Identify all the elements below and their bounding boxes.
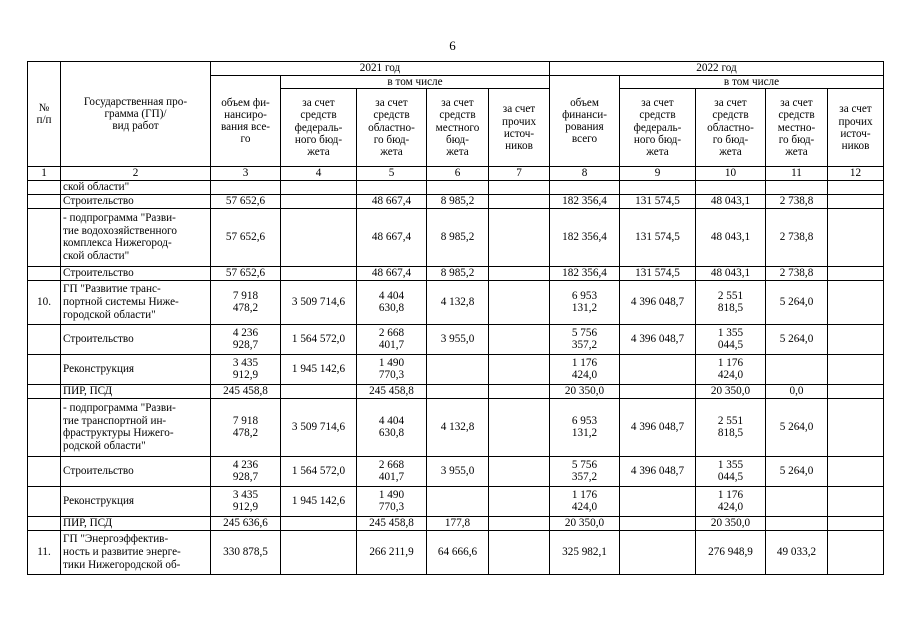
cell-regional-2021: 48 667,4 [357,266,427,280]
column-number: 8 [550,167,620,181]
cell-federal-2022 [620,486,696,516]
header-regional-2022: за счет средств областно- го бюд- жета [696,89,766,167]
cell-other-2022 [828,266,884,280]
cell-volume-2021: 330 878,5 [211,530,281,574]
cell-local-2021: 4 132,8 [427,398,489,456]
cell-federal-2022: 4 396 048,7 [620,398,696,456]
cell-volume-2021: 4 236 928,7 [211,456,281,486]
row-number [28,180,61,194]
header-year-2022: 2022 год [550,62,884,76]
cell-volume-2021: 3 435 912,9 [211,354,281,384]
header-regional-2021: за счет средств областно- го бюд- жета [357,89,427,167]
cell-regional-2021: 48 667,4 [357,208,427,266]
row-number [28,354,61,384]
cell-regional-2022: 48 043,1 [696,208,766,266]
cell-federal-2022: 4 396 048,7 [620,456,696,486]
cell-regional-2022: 48 043,1 [696,194,766,208]
cell-local-2021: 8 985,2 [427,266,489,280]
cell-volume-2021: 57 652,6 [211,208,281,266]
cell-volume-2021 [211,180,281,194]
cell-regional-2022: 1 355 044,5 [696,456,766,486]
cell-federal-2021 [281,516,357,530]
cell-other-2021 [489,354,550,384]
cell-regional-2022: 48 043,1 [696,266,766,280]
table-row [28,180,884,194]
header-other-2022: за счет прочих источ- ников [828,89,884,167]
column-number: 3 [211,167,281,181]
table-body [28,180,884,574]
table-row [28,398,884,456]
cell-other-2021 [489,324,550,354]
header-including-2022: в том числе [620,76,884,89]
cell-volume-2021: 7 918 478,2 [211,398,281,456]
cell-federal-2021: 1 564 572,0 [281,324,357,354]
cell-volume-2021: 3 435 912,9 [211,486,281,516]
row-name: Реконструкция [61,354,211,384]
cell-regional-2021 [357,180,427,194]
cell-local-2022: 5 264,0 [766,398,828,456]
cell-volume-2022: 20 350,0 [550,516,620,530]
row-number [28,384,61,398]
column-number: 9 [620,167,696,181]
cell-federal-2021: 3 509 714,6 [281,398,357,456]
cell-regional-2022: 1 355 044,5 [696,324,766,354]
cell-local-2021 [427,354,489,384]
row-name: Строительство [61,324,211,354]
column-number: 11 [766,167,828,181]
cell-volume-2021: 245 636,6 [211,516,281,530]
table-row [28,280,884,324]
column-number: 1 [28,167,61,181]
table-row [28,208,884,266]
cell-other-2022 [828,354,884,384]
table-row [28,516,884,530]
cell-local-2021: 8 985,2 [427,208,489,266]
cell-federal-2022: 131 574,5 [620,266,696,280]
header-federal-2021: за счет средств федераль- ного бюд- жета [281,89,357,167]
header-local-2022: за счет средств местно- го бюд- жета [766,89,828,167]
row-name: ГП "Развитие транс- портной системы Ниже- городской области" [61,280,211,324]
cell-regional-2022: 20 350,0 [696,516,766,530]
header-num: № п/п [28,62,61,167]
cell-other-2021 [489,266,550,280]
column-number: 10 [696,167,766,181]
cell-federal-2021 [281,384,357,398]
cell-other-2022 [828,456,884,486]
cell-regional-2021: 48 667,4 [357,194,427,208]
row-name: - подпрограмма "Разви- тие транспортной ин- фраструктуры Нижего- родской области" [61,398,211,456]
cell-federal-2022 [620,516,696,530]
row-number [28,266,61,280]
cell-local-2022: 0,0 [766,384,828,398]
column-number-row [28,167,884,181]
cell-volume-2022: 182 356,4 [550,208,620,266]
cell-volume-2022: 182 356,4 [550,194,620,208]
row-number [28,456,61,486]
cell-volume-2021: 57 652,6 [211,194,281,208]
cell-local-2022: 2 738,8 [766,266,828,280]
cell-regional-2021: 245 458,8 [357,384,427,398]
row-name: ПИР, ПСД [61,384,211,398]
cell-other-2022 [828,530,884,574]
column-number: 2 [61,167,211,181]
cell-federal-2021: 3 509 714,6 [281,280,357,324]
cell-other-2021 [489,456,550,486]
cell-volume-2022: 5 756 357,2 [550,324,620,354]
cell-other-2021 [489,194,550,208]
cell-volume-2021: 57 652,6 [211,266,281,280]
cell-regional-2021: 1 490 770,3 [357,486,427,516]
table-row [28,354,884,384]
cell-other-2022 [828,486,884,516]
cell-other-2021 [489,384,550,398]
cell-local-2021: 3 955,0 [427,456,489,486]
row-name: ПИР, ПСД [61,516,211,530]
cell-federal-2022 [620,384,696,398]
cell-regional-2021: 2 668 401,7 [357,456,427,486]
cell-local-2022 [766,486,828,516]
cell-other-2022 [828,324,884,354]
cell-federal-2021 [281,530,357,574]
row-number [28,398,61,456]
cell-other-2022 [828,398,884,456]
cell-federal-2022: 4 396 048,7 [620,324,696,354]
cell-volume-2022: 1 176 424,0 [550,486,620,516]
cell-other-2021 [489,398,550,456]
cell-local-2022: 5 264,0 [766,280,828,324]
header-other-2021: за счет прочих источ- ников [489,89,550,167]
column-number: 4 [281,167,357,181]
cell-local-2022 [766,354,828,384]
cell-other-2022 [828,180,884,194]
cell-regional-2021: 2 668 401,7 [357,324,427,354]
table-row [28,194,884,208]
cell-volume-2022 [550,180,620,194]
cell-local-2021: 3 955,0 [427,324,489,354]
header-program: Государственная про- грамма (ГП)/ вид работ [61,62,211,167]
table-row [28,324,884,354]
column-number: 6 [427,167,489,181]
cell-other-2021 [489,486,550,516]
cell-other-2022 [828,194,884,208]
cell-volume-2022: 5 756 357,2 [550,456,620,486]
table-row [28,486,884,516]
cell-regional-2022: 2 551 818,5 [696,398,766,456]
row-name: Строительство [61,456,211,486]
cell-other-2022 [828,384,884,398]
cell-volume-2021: 245 458,8 [211,384,281,398]
cell-federal-2021: 1 945 142,6 [281,486,357,516]
cell-regional-2022: 1 176 424,0 [696,486,766,516]
cell-volume-2022: 6 953 131,2 [550,398,620,456]
cell-local-2021: 177,8 [427,516,489,530]
row-name: ской области" [61,180,211,194]
cell-federal-2022 [620,180,696,194]
cell-federal-2021: 1 564 572,0 [281,456,357,486]
cell-federal-2022: 131 574,5 [620,208,696,266]
cell-local-2022: 5 264,0 [766,324,828,354]
row-number [28,516,61,530]
row-name: - подпрограмма "Разви- тие водохозяйственного комплекса Нижегород- ской области" [61,208,211,266]
cell-volume-2021: 4 236 928,7 [211,324,281,354]
cell-federal-2021 [281,266,357,280]
cell-federal-2021 [281,180,357,194]
cell-volume-2022: 182 356,4 [550,266,620,280]
cell-regional-2021: 245 458,8 [357,516,427,530]
cell-other-2021 [489,530,550,574]
table-row [28,530,884,574]
cell-other-2021 [489,208,550,266]
cell-regional-2022: 2 551 818,5 [696,280,766,324]
cell-volume-2022: 20 350,0 [550,384,620,398]
cell-federal-2022: 131 574,5 [620,194,696,208]
table-row [28,384,884,398]
cell-other-2021 [489,280,550,324]
cell-other-2022 [828,208,884,266]
cell-local-2021 [427,384,489,398]
header-volume-2021: объем фи- нансиро- вания все- го [211,76,281,167]
cell-federal-2021 [281,208,357,266]
column-number: 5 [357,167,427,181]
row-name: Строительство [61,194,211,208]
cell-local-2022 [766,180,828,194]
cell-federal-2021: 1 945 142,6 [281,354,357,384]
row-number: 10. [28,280,61,324]
table-row [28,456,884,486]
row-number [28,194,61,208]
row-name: Строительство [61,266,211,280]
cell-federal-2021 [281,194,357,208]
header-local-2021: за счет средств местного бюд- жета [427,89,489,167]
row-number [28,486,61,516]
cell-local-2022: 5 264,0 [766,456,828,486]
row-number: 11. [28,530,61,574]
page-number: 6 [449,38,456,53]
cell-other-2022 [828,516,884,530]
cell-local-2022: 2 738,8 [766,208,828,266]
cell-other-2021 [489,516,550,530]
cell-local-2021: 8 985,2 [427,194,489,208]
row-number [28,324,61,354]
cell-regional-2022 [696,180,766,194]
cell-volume-2021: 7 918 478,2 [211,280,281,324]
cell-regional-2021: 4 404 630,8 [357,280,427,324]
cell-volume-2022: 1 176 424,0 [550,354,620,384]
header-federal-2022: за счет средств федераль- ного бюд- жета [620,89,696,167]
cell-regional-2021: 266 211,9 [357,530,427,574]
cell-other-2021 [489,180,550,194]
cell-regional-2021: 4 404 630,8 [357,398,427,456]
cell-federal-2022: 4 396 048,7 [620,280,696,324]
row-name: ГП "Энергоэффектив- ность и развитие энерге- тики Нижегородской об- [61,530,211,574]
cell-federal-2022 [620,530,696,574]
row-number [28,208,61,266]
cell-local-2022: 2 738,8 [766,194,828,208]
cell-regional-2021: 1 490 770,3 [357,354,427,384]
cell-volume-2022: 6 953 131,2 [550,280,620,324]
cell-local-2021 [427,180,489,194]
header-year-2021: 2021 год [211,62,550,76]
financing-table [27,61,884,575]
cell-other-2022 [828,280,884,324]
header-including-2021: в том числе [281,76,550,89]
cell-federal-2022 [620,354,696,384]
cell-local-2022: 49 033,2 [766,530,828,574]
cell-regional-2022: 276 948,9 [696,530,766,574]
column-number: 12 [828,167,884,181]
cell-local-2021 [427,486,489,516]
cell-volume-2022: 325 982,1 [550,530,620,574]
table-row [28,266,884,280]
cell-regional-2022: 20 350,0 [696,384,766,398]
header-volume-2022: объем финанси- рования всего [550,76,620,167]
cell-local-2022 [766,516,828,530]
column-number: 7 [489,167,550,181]
cell-local-2021: 64 666,6 [427,530,489,574]
row-name: Реконструкция [61,486,211,516]
cell-regional-2022: 1 176 424,0 [696,354,766,384]
cell-local-2021: 4 132,8 [427,280,489,324]
